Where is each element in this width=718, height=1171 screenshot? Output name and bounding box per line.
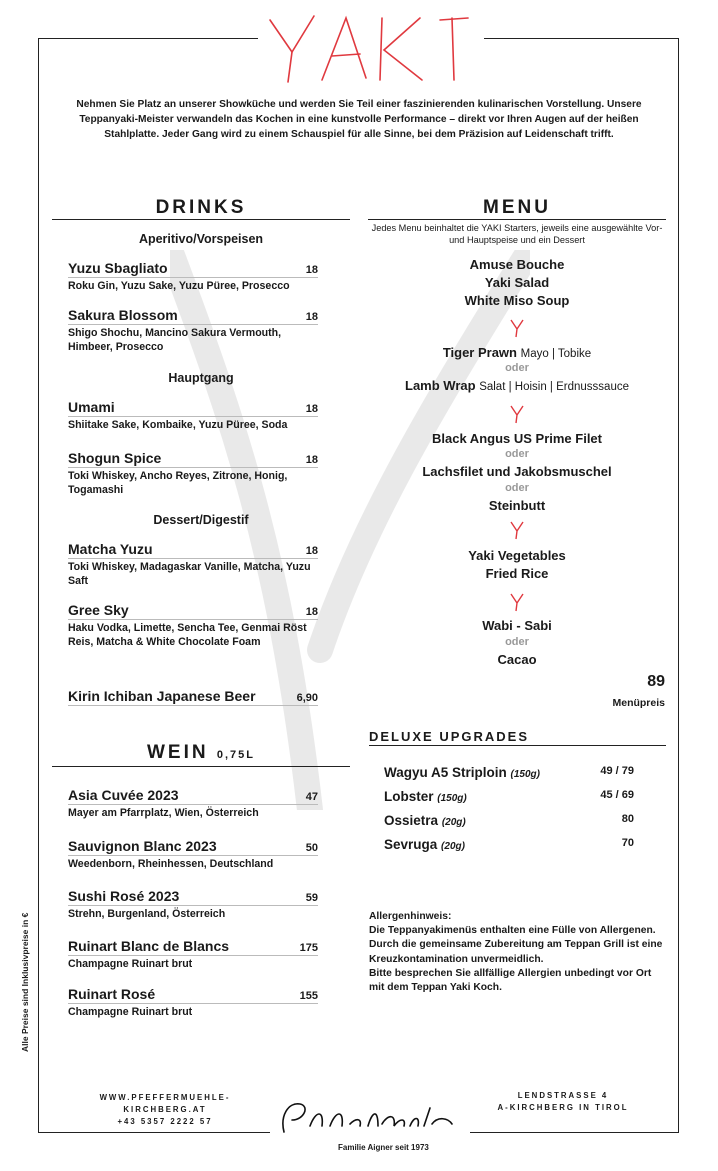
upgrade-price: 80 <box>621 813 634 825</box>
wine-name: Sushi Rosé 2023 <box>68 888 180 904</box>
wein-title-text: WEIN <box>146 742 209 763</box>
drink-price: 18 <box>305 311 318 323</box>
upgrade-name: Wagyu A5 Striploin <box>384 765 507 780</box>
drink-desc: Toki Whiskey, Madagaskar Vanille, Matcha, Yuzu Saft <box>68 561 311 587</box>
menu-price: 89 <box>647 673 665 690</box>
upgrades-title: DELUXE UPGRADES <box>369 729 530 744</box>
allergy-text: Die Teppanyakimenüs enthalten eine Fülle von Allergenen. Durch die gemeinsame Zubereitung am Teppan Grill ist eine Kreuzkontamination unvermeidlich. <box>369 925 663 965</box>
menu-starter: Yaki Salad <box>484 275 550 290</box>
aperitivo-heading: Aperitivo/Vorspeisen <box>138 232 264 246</box>
beer-item <box>68 688 318 706</box>
footer-street: LENDSTRASSE 4 <box>517 1091 609 1100</box>
vor-sub: Mayo | Tobike <box>520 348 592 360</box>
upgrade-unit: (150g) <box>510 769 540 780</box>
drink-desc: Roku Gin, Yuzu Sake, Yuzu Püree, Prosecco <box>68 280 290 292</box>
upgrade-name: Sevruga <box>384 837 438 852</box>
drink-item <box>68 450 318 497</box>
vor-name: Tiger Prawn <box>442 345 517 360</box>
upgrade-unit: (150g) <box>437 793 467 804</box>
wine-name: Asia Cuvée 2023 <box>68 787 179 803</box>
oder-label: oder <box>505 636 529 648</box>
wine-price: 50 <box>305 842 318 854</box>
upgrade-price: 49 / 79 <box>600 765 634 777</box>
upgrade-name: Lobster <box>384 789 434 804</box>
menu-note: Jedes Menu beinhaltet die YAKI Starters, jeweils eine ausgewählte Vor- und Hauptspeise und ein Dessert <box>371 223 663 245</box>
oder-label: oder <box>505 482 529 494</box>
dessert-heading: Dessert/Digestif <box>153 513 249 527</box>
wine-item <box>68 888 318 921</box>
pfeffermuehle-signature-logo <box>270 1096 470 1140</box>
drink-item <box>68 399 318 432</box>
wine-item <box>68 938 318 971</box>
wein-title <box>52 742 350 764</box>
menu-beilage: Yaki Vegetables <box>468 548 566 563</box>
y-divider-icon <box>508 592 526 612</box>
upgrade-unit: (20g) <box>441 841 465 852</box>
wine-item <box>68 838 318 871</box>
menu-price-label: Menüpreis <box>612 697 665 709</box>
menu-title: MENU <box>483 197 551 218</box>
drink-name: Matcha Yuzu <box>68 541 153 557</box>
upgrade-price: 70 <box>621 837 634 849</box>
drink-price: 18 <box>305 545 318 557</box>
footer-city: A-KIRCHBERG IN TIROL <box>497 1103 629 1112</box>
drink-desc: Shigo Shochu, Mancino Sakura Vermouth, Himbeer, Prosecco <box>68 327 282 353</box>
price-side-note: Alle Preise sind Inklusivpreise in € <box>20 912 30 1052</box>
wine-name: Ruinart Rosé <box>68 986 156 1002</box>
allergy-note <box>369 910 669 995</box>
allergy-text-2: Bitte besprechen Sie allfällige Allergien unbedingt vor Ort mit dem Teppan Yaki Koch. <box>369 967 652 994</box>
drink-price: 18 <box>305 606 318 618</box>
drinks-rule <box>52 219 350 220</box>
drinks-title: DRINKS <box>155 197 247 218</box>
menu-vorspeise <box>368 345 666 360</box>
drink-desc: Toki Whiskey, Ancho Reyes, Zitrone, Honig, Togamashi <box>68 470 288 496</box>
wine-desc: Strehn, Burgenland, Österreich <box>68 908 226 920</box>
upgrade-unit: (20g) <box>441 817 466 828</box>
footer-address <box>488 1090 638 1114</box>
upgrade-item <box>384 837 634 852</box>
footer-contact <box>60 1092 270 1128</box>
intro-text: Nehmen Sie Platz an unserer Showküche und werden Sie Teil einer faszinierenden kulinarischen Vorstellung. Unsere Teppanyaki-Meister verwandeln das Kochen in eine kunstvolle Performance – direkt vor Ihren Augen auf der heißen Stahlplatte. Jeder Gang wird zu einem Schauspiel für alle Sinne, bei dem Präzision auf Leidenschaft trifft. <box>76 99 642 140</box>
y-divider-icon <box>508 404 526 424</box>
upgrade-item <box>384 789 634 804</box>
wein-size: 0,75L <box>216 749 256 761</box>
wine-desc: Mayer am Pfarrplatz, Wien, Österreich <box>68 807 259 819</box>
menu-dessert: Wabi - Sabi <box>482 618 552 633</box>
wine-desc: Weedenborn, Rheinhessen, Deutschland <box>68 858 274 870</box>
upgrade-price: 45 / 69 <box>600 789 634 801</box>
drink-price: 18 <box>305 454 318 466</box>
menu-hauptspeise: Black Angus US Prime Filet <box>431 431 602 446</box>
drink-name: Shogun Spice <box>68 450 162 466</box>
menu-dessert: Cacao <box>497 652 537 667</box>
footer-phone: +43 5357 2222 57 <box>117 1117 213 1126</box>
menu-hauptspeise: Lachsfilet und Jakobsmuschel <box>422 464 612 479</box>
signature-subtitle: Familie Aigner seit 1973 <box>338 1143 429 1152</box>
drink-price: 18 <box>305 264 318 276</box>
hauptgang-heading: Hauptgang <box>168 371 234 385</box>
wine-desc: Champagne Ruinart brut <box>68 958 193 970</box>
menu-rule <box>368 219 666 220</box>
wine-item <box>68 787 318 820</box>
beer-price: 6,90 <box>296 692 318 704</box>
yaki-logo <box>262 6 482 86</box>
drink-item <box>68 307 318 354</box>
upgrades-rule <box>369 745 666 746</box>
drink-name: Yuzu Sbagliato <box>68 260 168 276</box>
drink-item <box>68 541 318 588</box>
menu-hauptspeise: Steinbutt <box>488 498 546 513</box>
menu-starter: Amuse Bouche <box>469 257 565 272</box>
menu-beilage: Fried Rice <box>485 566 549 581</box>
wein-rule <box>52 766 350 767</box>
footer-website: WWW.PFEFFERMUEHLE-KIRCHBERG.AT <box>99 1093 231 1114</box>
drink-name: Sakura Blossom <box>68 307 178 323</box>
drink-name: Umami <box>68 399 115 415</box>
wine-price: 175 <box>299 942 318 954</box>
wine-price: 59 <box>305 892 318 904</box>
y-divider-icon <box>508 318 526 338</box>
drink-name: Gree Sky <box>68 602 129 618</box>
wine-desc: Champagne Ruinart brut <box>68 1006 193 1018</box>
y-divider-icon <box>508 520 526 540</box>
wine-name: Ruinart Blanc de Blancs <box>68 938 230 954</box>
wine-item <box>68 986 318 1019</box>
drink-desc: Haku Vodka, Limette, Sencha Tee, Genmai Röst Reis, Matcha & White Chocolate Foam <box>68 622 307 648</box>
upgrade-name: Ossietra <box>384 813 439 828</box>
allergy-title: Allergenhinweis: <box>369 911 452 922</box>
drink-price: 18 <box>305 403 318 415</box>
oder-label: oder <box>505 448 529 460</box>
upgrade-item <box>384 813 634 828</box>
wine-price: 155 <box>299 990 318 1002</box>
menu-starter: White Miso Soup <box>464 293 570 308</box>
upgrade-item <box>384 765 634 780</box>
oder-label: oder <box>505 362 529 374</box>
menu-vorspeise <box>368 378 666 393</box>
beer-name: Kirin Ichiban Japanese Beer <box>68 688 256 704</box>
vor-name: Lamb Wrap <box>405 378 476 393</box>
drink-item <box>68 602 318 649</box>
vor-sub: Salat | Hoisin | Erdnusssauce <box>479 381 629 393</box>
drink-item <box>68 260 318 293</box>
drink-desc: Shiitake Sake, Kombaike, Yuzu Püree, Soda <box>68 419 288 431</box>
wine-price: 47 <box>305 791 318 803</box>
wine-name: Sauvignon Blanc 2023 <box>68 838 217 854</box>
